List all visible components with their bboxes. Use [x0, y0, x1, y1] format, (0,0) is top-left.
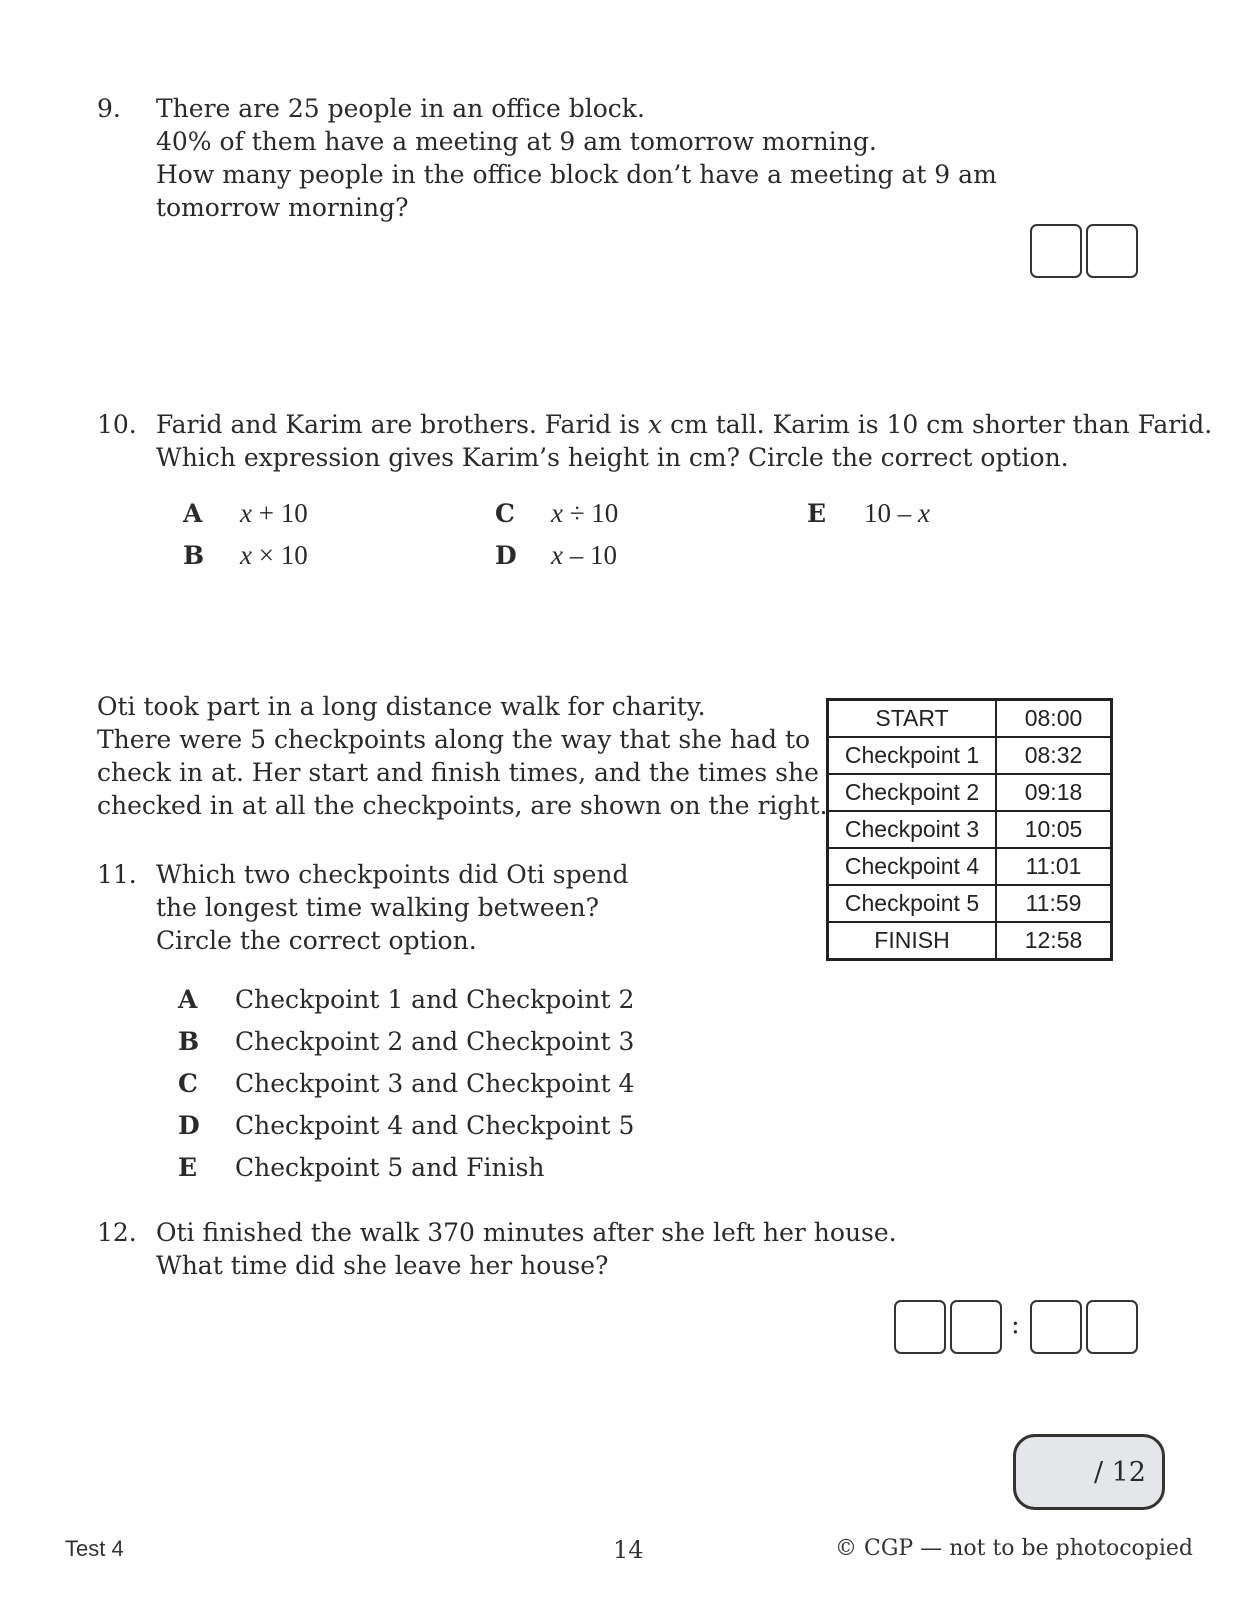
q10-option-c-letter[interactable]: C — [495, 499, 515, 528]
q11-option-b[interactable]: Checkpoint 2 and Checkpoint 3 — [235, 1027, 635, 1056]
row-time: 08:00 — [996, 700, 1112, 738]
q11-number: 11. — [97, 860, 137, 889]
table-row — [828, 848, 1112, 885]
q12-minutes-box-2[interactable] — [1086, 1300, 1138, 1354]
row-label: START — [828, 700, 997, 738]
row-time: 10:05 — [996, 811, 1112, 848]
q9-line-3: How many people in the office block don’t have a meeting at 9 am — [156, 160, 997, 189]
q10-option-c-var: x — [551, 498, 563, 528]
q11-option-d-letter[interactable]: D — [178, 1111, 200, 1140]
q11-option-e[interactable]: Checkpoint 5 and Finish — [235, 1153, 545, 1182]
table-row — [828, 885, 1112, 922]
row-label: Checkpoint 4 — [828, 848, 997, 885]
q10-line-1 — [156, 408, 1212, 441]
q9-line-2: 40% of them have a meeting at 9 am tomorrow morning. — [156, 127, 877, 156]
row-time: 12:58 — [996, 922, 1112, 960]
q10-option-d-rest: – 10 — [562, 540, 617, 570]
q12-hours-box-2[interactable] — [950, 1300, 1002, 1354]
page-number: 14 — [613, 1536, 644, 1564]
row-time: 09:18 — [996, 774, 1112, 811]
q9-line-4: tomorrow morning? — [156, 193, 409, 222]
checkpoint-times-table — [826, 698, 1113, 961]
row-time: 11:59 — [996, 885, 1112, 922]
q11-line-3: Circle the correct option. — [156, 926, 477, 955]
q10-text — [156, 408, 1212, 474]
time-colon: : — [1011, 1310, 1020, 1340]
q12-line-1: Oti finished the walk 370 minutes after she left her house. — [156, 1218, 897, 1247]
table-row — [828, 700, 1112, 738]
q11-option-c-letter[interactable]: C — [178, 1069, 198, 1098]
row-time: 11:01 — [996, 848, 1112, 885]
row-label: Checkpoint 5 — [828, 885, 997, 922]
q10-option-b[interactable] — [240, 539, 308, 572]
q12-line-2: What time did she leave her house? — [156, 1251, 609, 1280]
q12-number: 12. — [97, 1218, 137, 1247]
q10-option-e-letter[interactable]: E — [807, 499, 827, 528]
q10-option-e[interactable] — [864, 497, 930, 530]
q10-option-d-letter[interactable]: D — [495, 541, 517, 570]
q10-line-1-b: cm tall. Karim is 10 cm shorter than Farid. — [662, 410, 1213, 439]
q10-option-c[interactable] — [551, 497, 618, 530]
q10-option-b-rest: × 10 — [251, 540, 308, 570]
q10-option-e-var: x — [918, 498, 930, 528]
table-row — [828, 737, 1112, 774]
table-row — [828, 811, 1112, 848]
q10-option-a-rest: + 10 — [251, 498, 308, 528]
q10-option-d-var: x — [551, 540, 563, 570]
table-row — [828, 922, 1112, 960]
q10-option-c-rest: ÷ 10 — [562, 498, 619, 528]
q10-option-b-letter[interactable]: B — [183, 541, 205, 570]
q11-option-d[interactable]: Checkpoint 4 and Checkpoint 5 — [235, 1111, 635, 1140]
table-row — [828, 774, 1112, 811]
q12-hours-box-1[interactable] — [894, 1300, 946, 1354]
q12-minutes-box-1[interactable] — [1030, 1300, 1082, 1354]
row-label: FINISH — [828, 922, 997, 960]
intro-line-3: check in at. Her start and finish times, and the times she — [97, 758, 819, 787]
q9-line-1: There are 25 people in an office block. — [156, 94, 645, 123]
row-label: Checkpoint 3 — [828, 811, 997, 848]
footer-test-label: Test 4 — [65, 1536, 124, 1561]
walk-intro — [97, 690, 828, 822]
intro-line-1: Oti took part in a long distance walk for charity. — [97, 692, 706, 721]
q10-number: 10. — [97, 410, 137, 439]
q10-option-b-var: x — [240, 540, 252, 570]
q10-line-2: Which expression gives Karim’s height in cm? Circle the correct option. — [156, 443, 1069, 472]
row-label: Checkpoint 2 — [828, 774, 997, 811]
q11-text — [156, 858, 628, 957]
footer-copyright: © CGP — not to be photocopied — [835, 1536, 1193, 1561]
score-total: / 12 — [1093, 1457, 1146, 1488]
q10-option-a-var: x — [240, 498, 252, 528]
q9-number: 9. — [97, 94, 121, 123]
q11-option-c[interactable]: Checkpoint 3 and Checkpoint 4 — [235, 1069, 635, 1098]
q11-option-b-letter[interactable]: B — [178, 1027, 200, 1056]
q9-text — [156, 92, 997, 224]
q12-text — [156, 1216, 897, 1282]
q10-line-1-a: Farid and Karim are brothers. Farid is — [156, 410, 649, 439]
row-label: Checkpoint 1 — [828, 737, 997, 774]
q11-option-a[interactable]: Checkpoint 1 and Checkpoint 2 — [235, 985, 635, 1014]
intro-line-4: checked in at all the checkpoints, are shown on the right. — [97, 791, 828, 820]
q11-option-e-letter[interactable]: E — [178, 1153, 198, 1182]
q11-line-2: the longest time walking between? — [156, 893, 599, 922]
q9-answer-box-1[interactable] — [1030, 224, 1082, 278]
q11-line-1: Which two checkpoints did Oti spend — [156, 860, 629, 889]
score-box — [1013, 1434, 1165, 1510]
q10-option-a[interactable] — [240, 497, 308, 530]
q10-variable: x — [648, 410, 663, 439]
q10-option-a-letter[interactable]: A — [183, 499, 203, 528]
intro-line-2: There were 5 checkpoints along the way that she had to — [97, 725, 811, 754]
q11-option-a-letter[interactable]: A — [178, 985, 198, 1014]
q10-option-e-lead: 10 – — [864, 498, 918, 528]
q10-option-d[interactable] — [551, 539, 617, 572]
row-time: 08:32 — [996, 737, 1112, 774]
q9-answer-box-2[interactable] — [1086, 224, 1138, 278]
